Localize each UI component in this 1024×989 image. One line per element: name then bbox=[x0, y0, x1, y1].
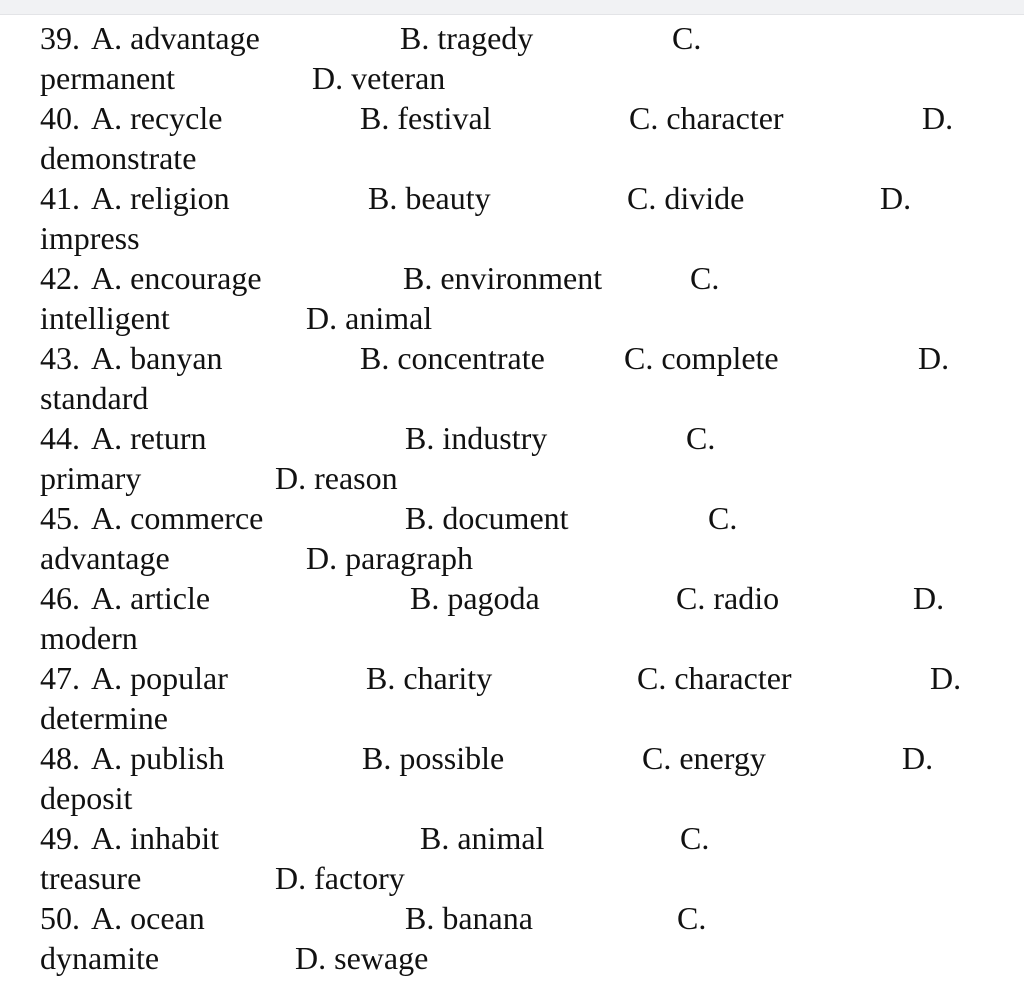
option-c: C. bbox=[672, 20, 702, 56]
option-a: A. article bbox=[91, 580, 211, 616]
option-d: D. reason bbox=[275, 460, 398, 496]
option-b: B. tragedy bbox=[400, 20, 534, 56]
option-c-word: treasure bbox=[40, 860, 142, 896]
question-39-line-2 bbox=[0, 58, 1024, 98]
option-c-word: permanent bbox=[40, 60, 176, 96]
question-number: 45. bbox=[40, 500, 80, 536]
option-b: B. banana bbox=[405, 900, 533, 936]
option-c: C. complete bbox=[624, 340, 779, 376]
option-c: C. bbox=[686, 420, 716, 456]
question-number: 43. bbox=[40, 340, 80, 376]
question-46-line-1 bbox=[0, 578, 1024, 618]
question-number: 40. bbox=[40, 100, 80, 136]
question-number: 50. bbox=[40, 900, 80, 936]
option-d: D. veteran bbox=[312, 60, 446, 96]
option-a: A. commerce bbox=[91, 500, 264, 536]
option-c: C. bbox=[677, 900, 707, 936]
option-d: D. bbox=[930, 660, 962, 696]
option-d: D. animal bbox=[306, 300, 433, 336]
option-a: A. recycle bbox=[91, 100, 223, 136]
option-d: D. factory bbox=[275, 860, 405, 896]
option-b: B. industry bbox=[405, 420, 548, 456]
option-d-word: determine bbox=[40, 700, 168, 736]
option-a: A. banyan bbox=[91, 340, 223, 376]
option-a: A. advantage bbox=[91, 20, 260, 56]
question-41-line-1 bbox=[0, 178, 1024, 218]
question-number: 47. bbox=[40, 660, 80, 696]
option-b: B. charity bbox=[366, 660, 493, 696]
option-b: B. animal bbox=[420, 820, 545, 856]
question-42-line-2 bbox=[0, 298, 1024, 338]
option-b: B. beauty bbox=[368, 180, 491, 216]
option-c: C. bbox=[680, 820, 710, 856]
option-d-word: demonstrate bbox=[40, 140, 197, 176]
question-43-line-2 bbox=[0, 378, 1024, 418]
question-number: 49. bbox=[40, 820, 80, 856]
option-c: C. radio bbox=[676, 580, 780, 616]
question-50-line-1 bbox=[0, 898, 1024, 938]
option-c-word: primary bbox=[40, 460, 142, 496]
question-44-line-1 bbox=[0, 418, 1024, 458]
option-d-word: impress bbox=[40, 220, 140, 256]
option-c-word: intelligent bbox=[40, 300, 170, 336]
question-44-line-2 bbox=[0, 458, 1024, 498]
question-42-line-1 bbox=[0, 258, 1024, 298]
option-d: D. bbox=[880, 180, 912, 216]
option-d-word: deposit bbox=[40, 780, 133, 816]
option-c: C. bbox=[690, 260, 720, 296]
question-47-line-2 bbox=[0, 698, 1024, 738]
question-46-line-2 bbox=[0, 618, 1024, 658]
question-number: 44. bbox=[40, 420, 80, 456]
option-b: B. environment bbox=[403, 260, 603, 296]
question-40-line-1 bbox=[0, 98, 1024, 138]
option-a: A. inhabit bbox=[91, 820, 219, 856]
option-c-word: dynamite bbox=[40, 940, 160, 976]
question-49-line-1 bbox=[0, 818, 1024, 858]
option-c: C. bbox=[708, 500, 738, 536]
option-d: D. bbox=[922, 100, 954, 136]
option-b: B. festival bbox=[360, 100, 492, 136]
question-number: 46. bbox=[40, 580, 80, 616]
option-d-word: standard bbox=[40, 380, 149, 416]
option-a: A. popular bbox=[91, 660, 228, 696]
question-45-line-1 bbox=[0, 498, 1024, 538]
option-d: D. bbox=[918, 340, 950, 376]
question-39-line-1 bbox=[0, 18, 1024, 58]
question-number: 39. bbox=[40, 20, 80, 56]
option-d: D. bbox=[902, 740, 934, 776]
option-c: C. character bbox=[637, 660, 792, 696]
option-d: D. sewage bbox=[295, 940, 429, 976]
question-41-line-2 bbox=[0, 218, 1024, 258]
option-a: A. return bbox=[91, 420, 207, 456]
question-48-line-1 bbox=[0, 738, 1024, 778]
option-b: B. pagoda bbox=[410, 580, 540, 616]
option-a: A. religion bbox=[91, 180, 230, 216]
question-47-line-1 bbox=[0, 658, 1024, 698]
question-50-line-2 bbox=[0, 938, 1024, 978]
question-45-line-2 bbox=[0, 538, 1024, 578]
option-a: A. ocean bbox=[91, 900, 205, 936]
option-d-word: modern bbox=[40, 620, 138, 656]
option-b: B. possible bbox=[362, 740, 505, 776]
option-b: B. concentrate bbox=[360, 340, 545, 376]
option-d: D. bbox=[913, 580, 945, 616]
question-40-line-2 bbox=[0, 138, 1024, 178]
question-number: 42. bbox=[40, 260, 80, 296]
option-c-word: advantage bbox=[40, 540, 170, 576]
question-number: 48. bbox=[40, 740, 80, 776]
option-b: B. document bbox=[405, 500, 569, 536]
question-48-line-2 bbox=[0, 778, 1024, 818]
option-a: A. publish bbox=[91, 740, 225, 776]
question-43-line-1 bbox=[0, 338, 1024, 378]
option-c: C. divide bbox=[627, 180, 745, 216]
option-c: C. character bbox=[629, 100, 784, 136]
option-a: A. encourage bbox=[91, 260, 262, 296]
question-49-line-2 bbox=[0, 858, 1024, 898]
option-c: C. energy bbox=[642, 740, 766, 776]
option-d: D. paragraph bbox=[306, 540, 474, 576]
question-number: 41. bbox=[40, 180, 80, 216]
